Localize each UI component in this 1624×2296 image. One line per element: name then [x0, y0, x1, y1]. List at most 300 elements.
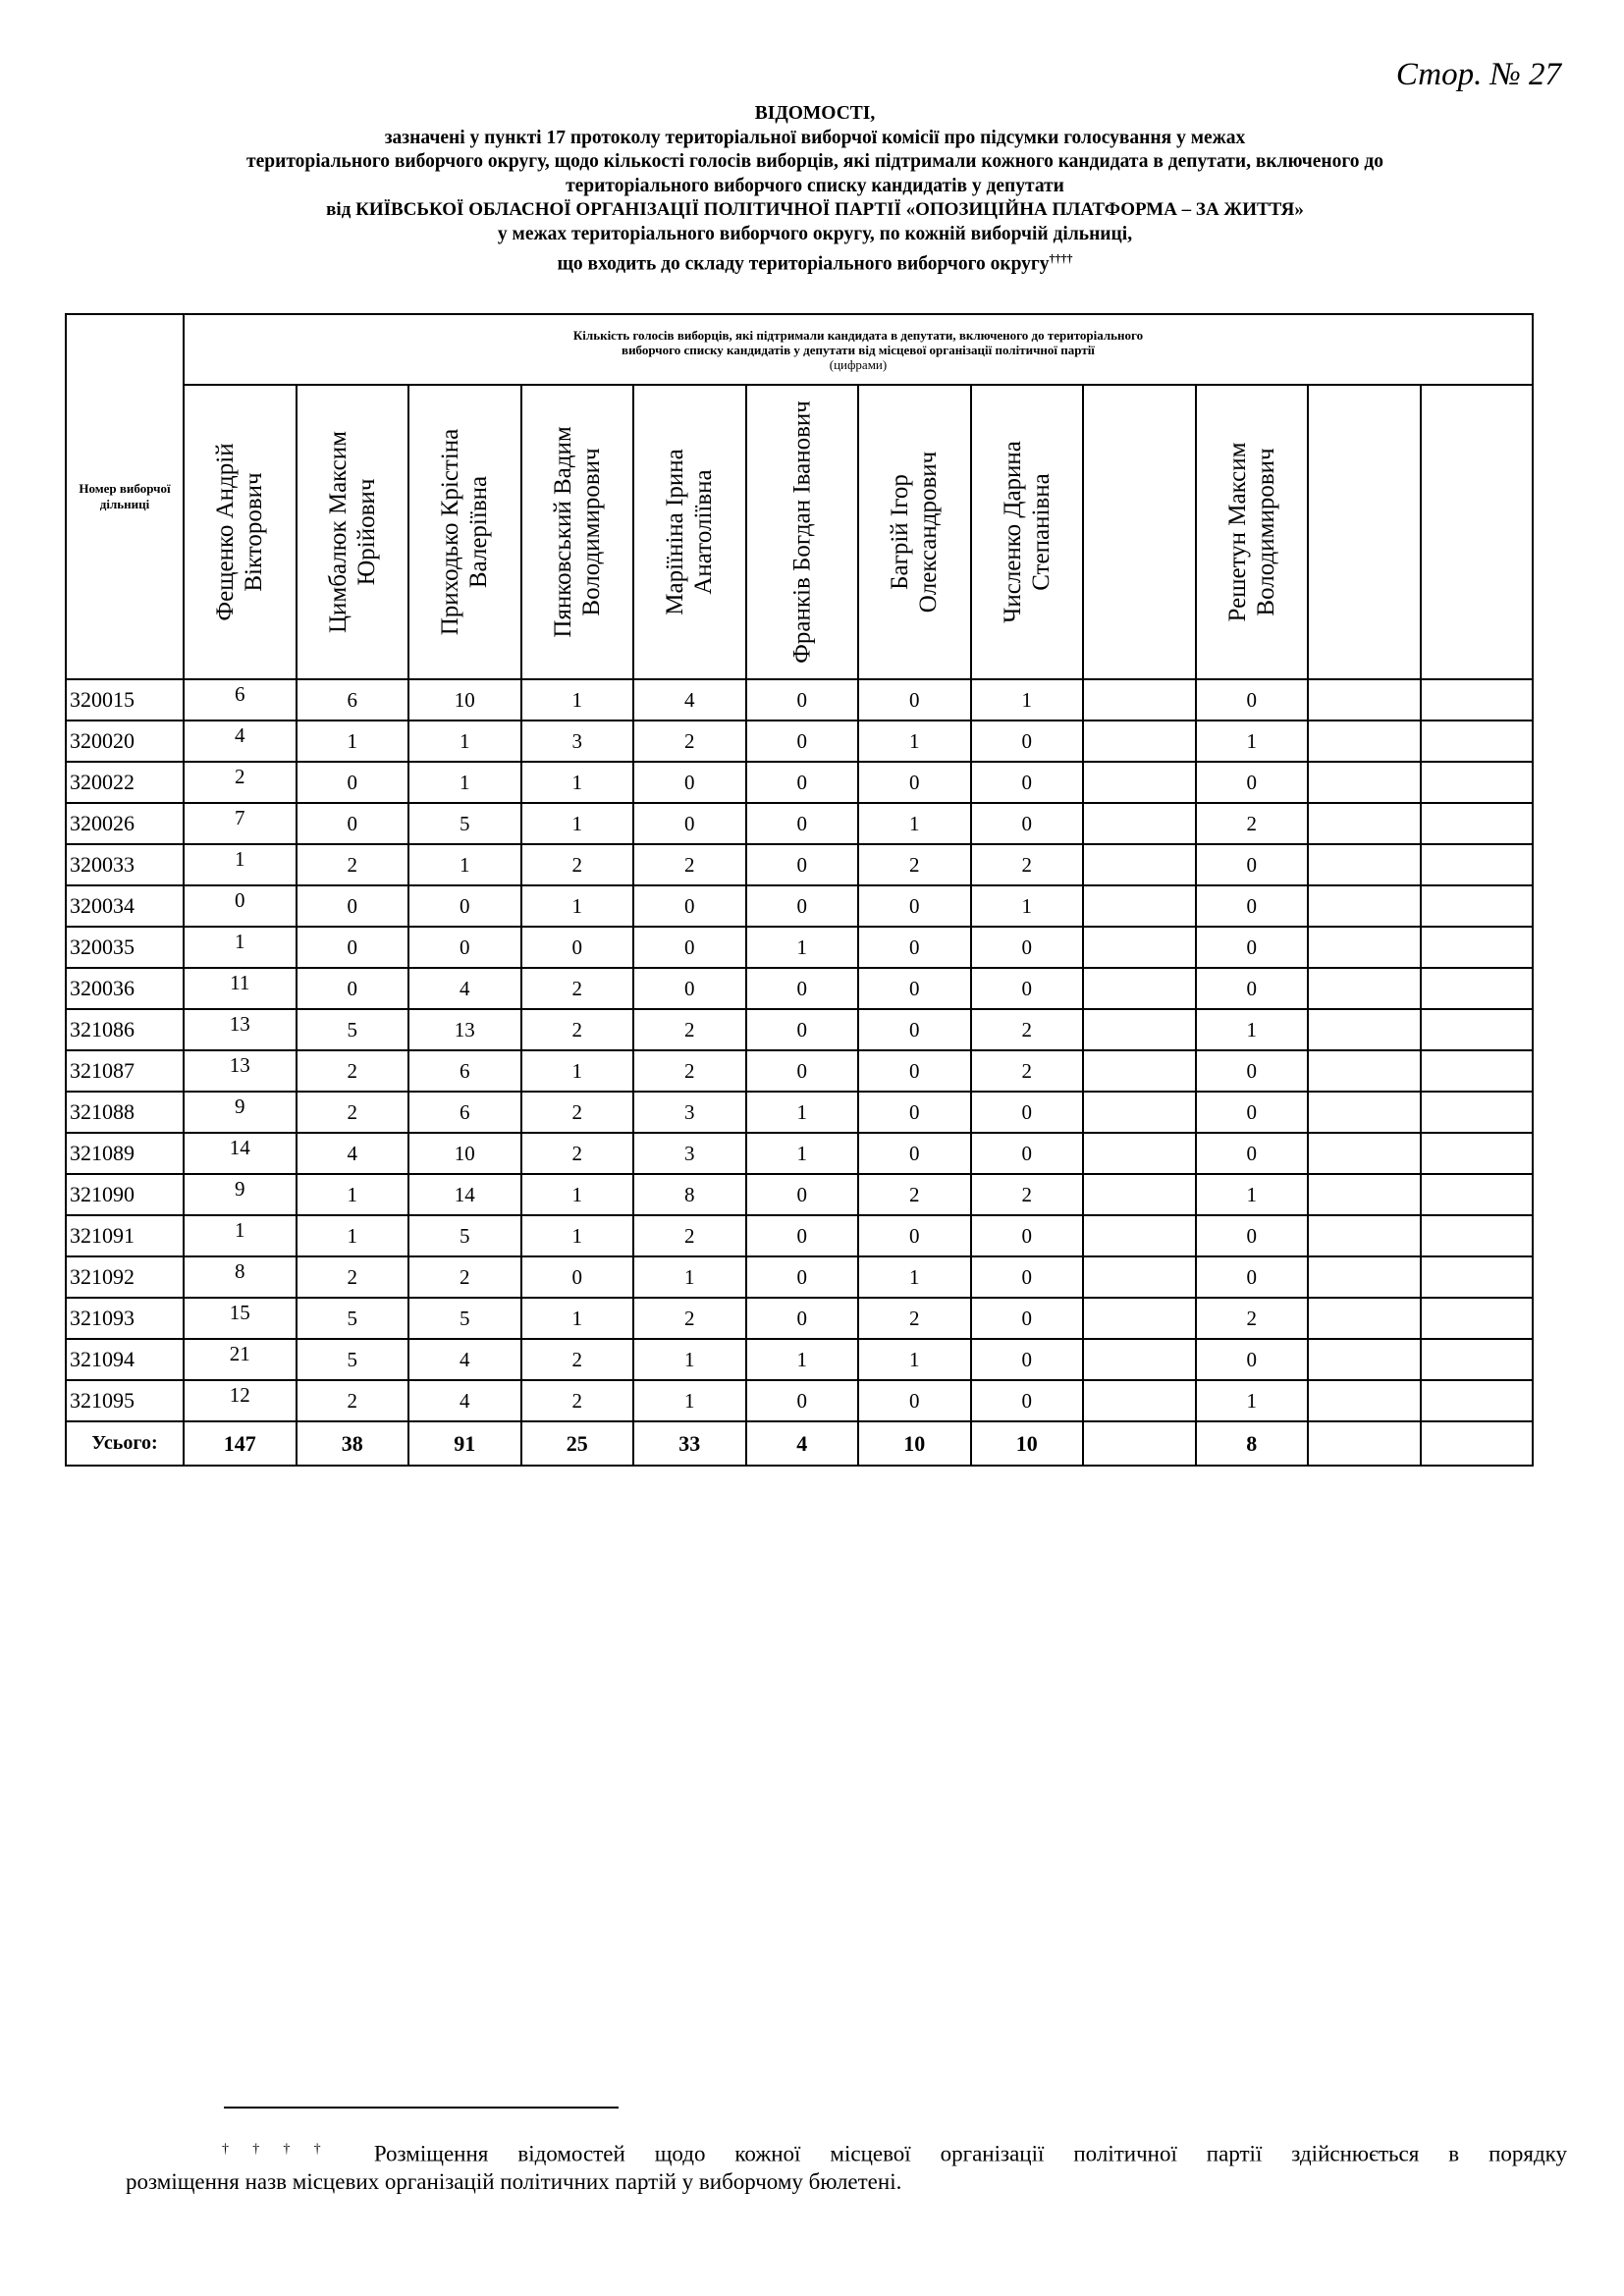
vote-count-cell: 0 [746, 762, 859, 803]
vote-count-cell: 1 [746, 1092, 859, 1133]
vote-count-cell: 9 [184, 1174, 297, 1215]
vote-count-cell: 10 [408, 679, 521, 721]
vote-count-cell: 1 [1196, 721, 1309, 762]
vote-count-cell: 6 [184, 679, 297, 721]
vote-count-cell: 0 [971, 1133, 1084, 1174]
vote-count-cell: 2 [297, 844, 409, 885]
vote-count-cell: 2 [633, 1009, 746, 1050]
vote-count-cell: 0 [746, 1256, 859, 1298]
vote-count-cell: 0 [633, 927, 746, 968]
vote-count-cell: 2 [521, 1092, 634, 1133]
vote-count-cell: 0 [746, 885, 859, 927]
vote-count-cell: 1 [521, 885, 634, 927]
vote-count-cell: 0 [858, 679, 971, 721]
vote-count-cell: 2 [858, 844, 971, 885]
candidate-name: Численко Дарина Степанівна [999, 441, 1055, 624]
table-row [66, 1298, 1533, 1339]
vote-count-cell [1083, 679, 1196, 721]
table-row [66, 1133, 1533, 1174]
polling-station-number: 321086 [66, 1009, 184, 1050]
vote-count-cell: 1 [633, 1256, 746, 1298]
vote-count-cell [1083, 844, 1196, 885]
vote-count-cell: 14 [184, 1133, 297, 1174]
total-value-cell [1083, 1421, 1196, 1466]
vote-count-cell [1308, 762, 1421, 803]
vote-count-cell: 0 [521, 927, 634, 968]
vote-count-cell: 1 [746, 1133, 859, 1174]
vote-count-cell: 1 [858, 803, 971, 844]
vote-count-cell [1083, 803, 1196, 844]
total-value-cell: 33 [633, 1421, 746, 1466]
vote-count-cell: 1 [408, 762, 521, 803]
vote-count-cell: 0 [971, 1298, 1084, 1339]
vote-count-cell: 2 [971, 1050, 1084, 1092]
vote-count-cell: 2 [297, 1380, 409, 1421]
vote-count-cell [1308, 1050, 1421, 1092]
vote-count-cell: 0 [858, 1133, 971, 1174]
vote-count-cell: 5 [408, 803, 521, 844]
vote-count-cell: 2 [971, 844, 1084, 885]
table-header-row-1 [66, 314, 1533, 385]
vote-count-cell: 2 [297, 1092, 409, 1133]
vote-count-cell [1308, 927, 1421, 968]
vote-count-cell [1083, 1380, 1196, 1421]
vote-count-cell: 0 [633, 762, 746, 803]
vote-count-cell: 2 [521, 1009, 634, 1050]
vote-count-cell: 0 [858, 1215, 971, 1256]
total-value-cell: 38 [297, 1421, 409, 1466]
vote-count-cell: 13 [408, 1009, 521, 1050]
vote-count-cell: 0 [1196, 1133, 1309, 1174]
candidate-header-2 [297, 385, 409, 679]
vote-count-cell [1308, 1133, 1421, 1174]
candidate-name: Багрій Ігор Олександрович [887, 451, 943, 614]
vote-count-cell [1308, 1174, 1421, 1215]
vote-count-cell: 2 [408, 1256, 521, 1298]
vote-count-cell: 1 [521, 1174, 634, 1215]
table-row [66, 1256, 1533, 1298]
vote-count-cell [1083, 1339, 1196, 1380]
vote-count-cell: 0 [408, 927, 521, 968]
vote-count-cell [1308, 803, 1421, 844]
vote-count-cell: 0 [633, 968, 746, 1009]
vote-count-cell [1083, 927, 1196, 968]
vote-count-cell: 0 [1196, 679, 1309, 721]
footnote-marker: †††† [222, 2142, 345, 2157]
vote-count-cell: 4 [408, 968, 521, 1009]
vote-count-cell: 0 [858, 1092, 971, 1133]
vote-count-cell: 5 [297, 1298, 409, 1339]
vote-count-cell [1308, 1256, 1421, 1298]
candidate-name: Пянковський Вадим Володимирович [549, 426, 605, 638]
vote-count-cell: 1 [521, 1215, 634, 1256]
vote-count-cell [1308, 1009, 1421, 1050]
table-row [66, 1380, 1533, 1421]
candidate-header-row [66, 385, 1533, 679]
vote-count-cell: 0 [297, 803, 409, 844]
vote-count-cell [1083, 1050, 1196, 1092]
polling-station-number: 321088 [66, 1092, 184, 1133]
vote-count-cell: 0 [971, 1215, 1084, 1256]
vote-count-cell: 2 [297, 1050, 409, 1092]
vote-count-cell: 0 [971, 1380, 1084, 1421]
vote-count-cell [1421, 885, 1534, 927]
vote-count-cell: 2 [633, 844, 746, 885]
candidate-name: Решетун Максим Володимирович [1223, 442, 1279, 622]
vote-count-cell: 9 [184, 1092, 297, 1133]
total-value-cell: 147 [184, 1421, 297, 1466]
vote-count-cell: 0 [1196, 844, 1309, 885]
vote-count-cell [1083, 1256, 1196, 1298]
polling-station-header: Номер виборчої дільниці [66, 314, 184, 679]
vote-count-cell: 3 [521, 721, 634, 762]
vote-count-cell: 6 [408, 1092, 521, 1133]
vote-count-cell: 0 [746, 1298, 859, 1339]
vote-count-cell: 2 [858, 1298, 971, 1339]
table-row [66, 1092, 1533, 1133]
candidate-header-8 [971, 385, 1084, 679]
vote-count-cell: 0 [633, 885, 746, 927]
vote-count-cell: 1 [184, 844, 297, 885]
vote-count-cell: 0 [1196, 762, 1309, 803]
candidate-name: Маріїніна Ірина Анатоліївна [662, 449, 718, 615]
vote-count-cell: 0 [1196, 1215, 1309, 1256]
vote-count-cell: 0 [971, 1092, 1084, 1133]
table-row [66, 721, 1533, 762]
vote-count-cell: 11 [184, 968, 297, 1009]
table-row [66, 844, 1533, 885]
candidate-header-7 [858, 385, 971, 679]
polling-station-number: 320035 [66, 927, 184, 968]
vote-count-cell: 1 [858, 721, 971, 762]
vote-count-cell: 1 [521, 803, 634, 844]
vote-count-cell: 2 [971, 1009, 1084, 1050]
polling-station-number: 320015 [66, 679, 184, 721]
vote-count-cell: 8 [184, 1256, 297, 1298]
vote-count-cell: 1 [297, 1174, 409, 1215]
vote-count-cell: 2 [971, 1174, 1084, 1215]
vote-count-cell [1083, 1215, 1196, 1256]
vote-count-cell: 14 [408, 1174, 521, 1215]
vote-count-cell: 0 [858, 762, 971, 803]
table-row [66, 968, 1533, 1009]
vote-count-cell: 0 [1196, 1256, 1309, 1298]
vote-count-cell: 8 [633, 1174, 746, 1215]
vote-count-cell [1083, 1298, 1196, 1339]
vote-count-cell [1308, 1298, 1421, 1339]
vote-count-cell [1308, 1092, 1421, 1133]
vote-count-cell [1421, 1339, 1534, 1380]
vote-count-cell: 15 [184, 1298, 297, 1339]
footnote-text-1: Розміщення відомостей щодо кожної місцевої організації політичної партії здійснюється в порядку [373, 2141, 1568, 2166]
vote-count-cell: 0 [971, 762, 1084, 803]
polling-station-number: 320036 [66, 968, 184, 1009]
vote-count-cell: 1 [521, 1050, 634, 1092]
candidate-header-5 [633, 385, 746, 679]
vote-count-cell: 1 [858, 1256, 971, 1298]
vote-count-cell: 0 [858, 885, 971, 927]
polling-station-number: 321094 [66, 1339, 184, 1380]
vote-count-cell: 0 [746, 803, 859, 844]
total-value-cell: 91 [408, 1421, 521, 1466]
total-value-cell: 4 [746, 1421, 859, 1466]
polling-station-number: 321090 [66, 1174, 184, 1215]
vote-count-cell: 1 [858, 1339, 971, 1380]
vote-count-cell: 13 [184, 1009, 297, 1050]
header-line-1: зазначені у пункті 17 протоколу територіальної виборчої комісії про підсумки голосування у межах [384, 127, 1246, 148]
table-row [66, 885, 1533, 927]
vote-count-cell: 0 [1196, 1092, 1309, 1133]
total-value-cell: 10 [971, 1421, 1084, 1466]
footnote [126, 2136, 1567, 2196]
vote-count-cell [1083, 1133, 1196, 1174]
vote-count-cell: 3 [633, 1133, 746, 1174]
vote-count-cell: 2 [633, 721, 746, 762]
vote-count-cell: 2 [1196, 803, 1309, 844]
vote-count-cell: 0 [297, 762, 409, 803]
polling-station-number: 320022 [66, 762, 184, 803]
vote-count-cell: 2 [521, 1380, 634, 1421]
vote-count-cell [1421, 1009, 1534, 1050]
table-row [66, 1215, 1533, 1256]
vote-count-cell: 4 [297, 1133, 409, 1174]
candidate-header-1 [184, 385, 297, 679]
vote-count-cell: 2 [633, 1298, 746, 1339]
vote-count-cell: 2 [297, 1256, 409, 1298]
vote-count-cell [1308, 721, 1421, 762]
total-value-cell [1308, 1421, 1421, 1466]
document-title: ВІДОМОСТІ, [754, 103, 876, 124]
vote-count-cell: 1 [971, 679, 1084, 721]
vote-count-cell: 0 [297, 968, 409, 1009]
candidate-header-6 [746, 385, 859, 679]
vote-count-cell: 2 [858, 1174, 971, 1215]
vote-count-cell [1421, 1298, 1534, 1339]
table-row [66, 1339, 1533, 1380]
vote-count-cell: 0 [746, 1009, 859, 1050]
votes-group-header [184, 314, 1533, 385]
results-table [65, 313, 1534, 1467]
vote-count-cell: 0 [746, 1215, 859, 1256]
header-line-3: територіального виборчого списку кандидатів у депутати [566, 175, 1064, 196]
group-header-line-2: виборчого списку кандидатів у депутати від місцевої організації політичної партії [622, 342, 1095, 357]
vote-count-cell [1308, 1380, 1421, 1421]
vote-count-cell [1083, 968, 1196, 1009]
vote-count-cell: 12 [184, 1380, 297, 1421]
header-line-4: від КИЇВСЬКОЇ ОБЛАСНОЇ ОРГАНІЗАЦІЇ ПОЛІТИЧНОЇ ПАРТІЇ «ОПОЗИЦІЙНА ПЛАТФОРМА – ЗА ЖИТТЯ» [326, 199, 1304, 220]
vote-count-cell: 6 [297, 679, 409, 721]
vote-count-cell [1421, 1133, 1534, 1174]
table-row [66, 1174, 1533, 1215]
vote-count-cell [1308, 885, 1421, 927]
footnote-text-2: розміщення назв місцевих організацій політичних партій у виборчому бюлетені. [126, 2168, 902, 2194]
vote-count-cell: 2 [521, 844, 634, 885]
vote-count-cell: 2 [633, 1215, 746, 1256]
vote-count-cell: 4 [633, 679, 746, 721]
candidate-name: Франків Богдан Іванович [788, 400, 816, 665]
polling-station-number: 320026 [66, 803, 184, 844]
candidate-header-4 [521, 385, 634, 679]
vote-count-cell: 1 [408, 844, 521, 885]
vote-count-cell: 5 [297, 1009, 409, 1050]
vote-count-cell: 0 [746, 1174, 859, 1215]
vote-count-cell [1421, 844, 1534, 885]
candidate-header-12 [1421, 385, 1534, 679]
header-footnote-marker: †††† [1049, 251, 1073, 265]
total-row [66, 1421, 1533, 1466]
header-line-6 [59, 246, 1571, 277]
vote-count-cell [1083, 1174, 1196, 1215]
vote-count-cell: 0 [971, 1339, 1084, 1380]
vote-count-cell: 0 [971, 927, 1084, 968]
vote-count-cell: 0 [971, 721, 1084, 762]
table-row [66, 762, 1533, 803]
vote-count-cell: 13 [184, 1050, 297, 1092]
vote-count-cell: 1 [184, 1215, 297, 1256]
vote-count-cell: 1 [633, 1339, 746, 1380]
vote-count-cell: 0 [746, 721, 859, 762]
vote-count-cell [1421, 1380, 1534, 1421]
vote-count-cell: 1 [1196, 1380, 1309, 1421]
vote-count-cell [1083, 1009, 1196, 1050]
vote-count-cell: 0 [971, 968, 1084, 1009]
header-line-5: у межах територіального виборчого округу, по кожній виборчій дільниці, [497, 223, 1133, 244]
table-row [66, 679, 1533, 721]
vote-count-cell: 4 [184, 721, 297, 762]
vote-count-cell: 0 [408, 885, 521, 927]
vote-count-cell [1308, 968, 1421, 1009]
vote-count-cell: 2 [521, 968, 634, 1009]
vote-count-cell: 1 [408, 721, 521, 762]
vote-count-cell: 0 [746, 1050, 859, 1092]
vote-count-cell: 0 [746, 844, 859, 885]
vote-count-cell: 3 [633, 1092, 746, 1133]
vote-count-cell [1421, 1174, 1534, 1215]
page-number: Стор. № 27 [1395, 57, 1561, 92]
vote-count-cell [1308, 1215, 1421, 1256]
vote-count-cell [1308, 679, 1421, 721]
table-row [66, 1050, 1533, 1092]
vote-count-cell [1421, 762, 1534, 803]
vote-count-cell: 0 [858, 968, 971, 1009]
vote-count-cell [1083, 1092, 1196, 1133]
candidate-name: Фещенко Андрій Вікторович [212, 443, 268, 621]
vote-count-cell [1421, 679, 1534, 721]
polling-station-number: 321095 [66, 1380, 184, 1421]
polling-station-number: 320033 [66, 844, 184, 885]
vote-count-cell [1421, 721, 1534, 762]
candidate-header-9 [1083, 385, 1196, 679]
candidate-header-3 [408, 385, 521, 679]
vote-count-cell [1083, 885, 1196, 927]
candidate-name: Цимбалюк Максим Юрійович [324, 431, 380, 634]
polling-station-number: 321093 [66, 1298, 184, 1339]
vote-count-cell: 0 [746, 679, 859, 721]
vote-count-cell: 0 [858, 1380, 971, 1421]
vote-count-cell: 0 [1196, 1050, 1309, 1092]
header-line-6-text: що входить до складу територіального виборчого округу [557, 253, 1050, 275]
vote-count-cell: 5 [408, 1215, 521, 1256]
table-row [66, 1009, 1533, 1050]
vote-count-cell: 1 [746, 1339, 859, 1380]
vote-count-cell: 0 [1196, 1339, 1309, 1380]
polling-station-number: 321087 [66, 1050, 184, 1092]
candidate-header-10 [1196, 385, 1309, 679]
vote-count-cell: 5 [408, 1298, 521, 1339]
vote-count-cell: 1 [971, 885, 1084, 927]
vote-count-cell: 1 [1196, 1009, 1309, 1050]
vote-count-cell: 4 [408, 1339, 521, 1380]
vote-count-cell: 5 [297, 1339, 409, 1380]
vote-count-cell: 0 [633, 803, 746, 844]
polling-station-number: 321091 [66, 1215, 184, 1256]
results-body [66, 679, 1533, 1466]
vote-count-cell: 2 [633, 1050, 746, 1092]
vote-count-cell [1421, 1256, 1534, 1298]
vote-count-cell: 0 [521, 1256, 634, 1298]
vote-count-cell: 7 [184, 803, 297, 844]
vote-count-cell [1083, 762, 1196, 803]
group-header-line-1: Кількість голосів виборців, які підтримали кандидата в депутати, включеного до територіального [572, 327, 1144, 343]
vote-count-cell [1421, 803, 1534, 844]
vote-count-cell: 1 [297, 721, 409, 762]
vote-count-cell: 1 [521, 1298, 634, 1339]
vote-count-cell: 2 [1196, 1298, 1309, 1339]
total-value-cell: 10 [858, 1421, 971, 1466]
vote-count-cell: 1 [1196, 1174, 1309, 1215]
vote-count-cell [1421, 1092, 1534, 1133]
vote-count-cell: 0 [297, 927, 409, 968]
total-value-cell: 8 [1196, 1421, 1309, 1466]
vote-count-cell [1308, 844, 1421, 885]
vote-count-cell: 10 [408, 1133, 521, 1174]
total-value-cell: 25 [521, 1421, 634, 1466]
vote-count-cell: 1 [633, 1380, 746, 1421]
header-line-2: територіального виборчого округу, щодо кількості голосів виборців, які підтримали кожного кандидата в депутати, включеного до [246, 151, 1383, 172]
vote-count-cell: 0 [971, 803, 1084, 844]
vote-count-cell: 0 [1196, 927, 1309, 968]
vote-count-cell [1083, 721, 1196, 762]
candidate-header-11 [1308, 385, 1421, 679]
vote-count-cell: 0 [858, 1050, 971, 1092]
polling-station-number: 320034 [66, 885, 184, 927]
vote-count-cell: 0 [746, 1380, 859, 1421]
vote-count-cell [1421, 968, 1534, 1009]
vote-count-cell: 1 [521, 679, 634, 721]
vote-count-cell: 0 [1196, 968, 1309, 1009]
polling-station-number: 321089 [66, 1133, 184, 1174]
vote-count-cell [1421, 1050, 1534, 1092]
table-row [66, 927, 1533, 968]
vote-count-cell [1308, 1339, 1421, 1380]
vote-count-cell [1421, 1215, 1534, 1256]
vote-count-cell: 1 [297, 1215, 409, 1256]
group-header-line-3: (цифрами) [829, 356, 888, 372]
vote-count-cell: 0 [858, 927, 971, 968]
candidate-name: Приходько Крістіна Валеріївна [437, 428, 493, 636]
vote-count-cell: 0 [1196, 885, 1309, 927]
vote-count-cell: 0 [858, 1009, 971, 1050]
footnote-separator [224, 2107, 619, 2109]
vote-count-cell: 0 [184, 885, 297, 927]
document-header [59, 102, 1571, 277]
vote-count-cell: 21 [184, 1339, 297, 1380]
vote-count-cell: 1 [521, 762, 634, 803]
table-row [66, 803, 1533, 844]
vote-count-cell: 0 [746, 968, 859, 1009]
vote-count-cell: 0 [971, 1256, 1084, 1298]
footnote-line-1 [126, 2136, 1567, 2168]
